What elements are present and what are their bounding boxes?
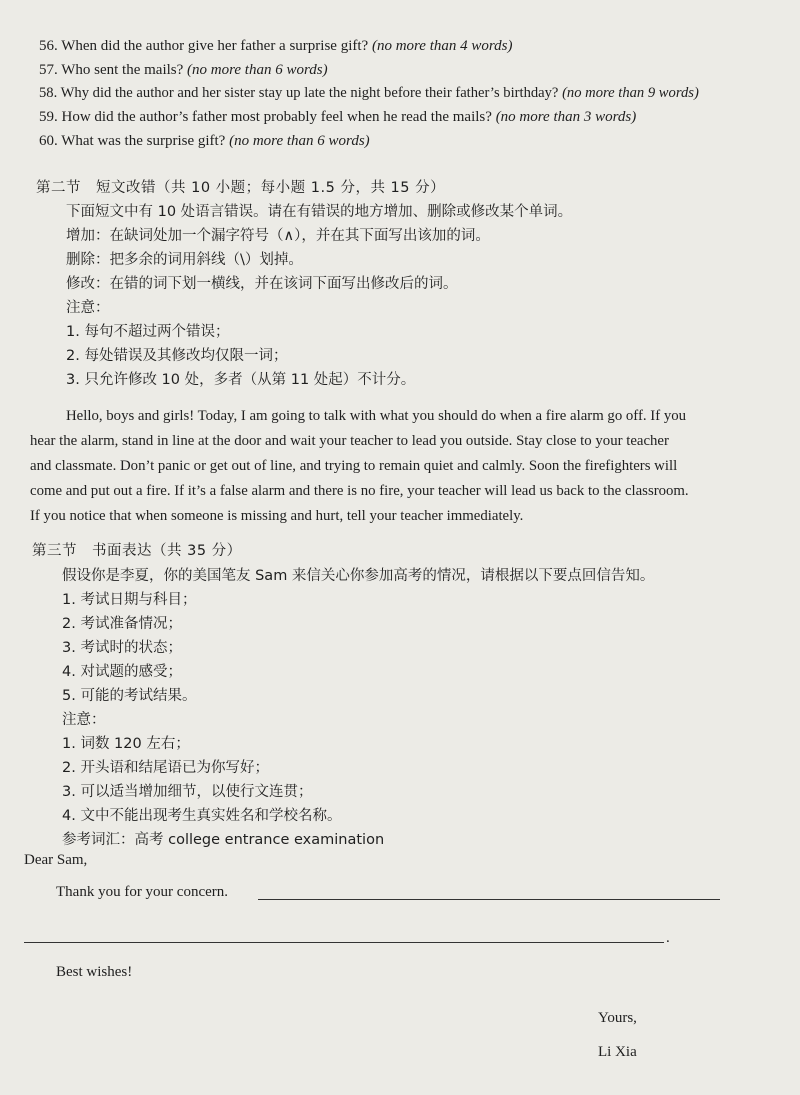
section3-note: 3. 可以适当增加细节，以使行文连贯；: [62, 784, 313, 800]
passage-line: and classmate. Don’t panic or get out of line, and trying to remain quiet and calmly. Soon the firefighters will: [30, 458, 678, 474]
section3-note: 1. 词数 120 左右；: [62, 736, 190, 752]
question-57: 57. Who sent the mails? (no more than 6 words): [39, 62, 328, 78]
letter-signoff: Yours,: [598, 1010, 637, 1026]
section2-heading: 第二节 短文改错（共 10 小题；每小题 1.5 分，共 15 分）: [36, 180, 446, 196]
letter-closing: Best wishes!: [56, 964, 133, 980]
question-59: 59. How did the author’s father most probably feel when he read the mails? (no more than 3 words): [39, 109, 637, 125]
writing-line: [258, 899, 720, 900]
letter-signature-name: Li Xia: [598, 1044, 637, 1060]
section3-note: 4. 文中不能出现考生真实姓名和学校名称。: [62, 808, 342, 824]
section3-point: 2. 考试准备情况；: [62, 616, 182, 632]
question-56: 56. When did the author give her father a surprise gift? (no more than 4 words): [39, 38, 513, 54]
section3-heading: 第三节 书面表达（共 35 分）: [32, 543, 242, 559]
section3-intro: 假设你是李夏，你的美国笔友 Sam 来信关心你参加高考的情况，请根据以下要点回信告知。: [62, 568, 655, 584]
section3-notes-label: 注意：: [62, 712, 106, 728]
section3-point: 1. 考试日期与科目；: [62, 592, 197, 608]
passage-line: come and put out a fire. If it’s a false alarm and there is no fire, your teacher will lead us back to the classroom.: [30, 483, 689, 499]
writing-line: [24, 942, 664, 943]
section3-vocab: 参考词汇：高考 college entrance examination: [62, 832, 385, 848]
section2-instruction: 下面短文中有 10 处语言错误。请在有错误的地方增加、删除或修改某个单词。: [66, 204, 573, 220]
passage-line: Hello, boys and girls! Today, I am going to talk with what you should do when a fire alarm go off. If you: [66, 408, 687, 424]
letter-opening: Thank you for your concern.: [56, 884, 229, 900]
passage-line: hear the alarm, stand in line at the door and wait your teacher to lead you outside. Stay close to your teacher: [30, 433, 669, 449]
section2-note: 3. 只允许修改 10 处，多者（从第 11 处起）不计分。: [66, 372, 416, 388]
passage-line: If you notice that when someone is missing and hurt, tell your teacher immediately.: [30, 508, 524, 524]
section3-point: 3. 考试时的状态；: [62, 640, 182, 656]
section2-note-label: 注意：: [66, 300, 110, 316]
section2-instruction: 增加：在缺词处加一个漏字符号（∧），并在其下面写出该加的词。: [66, 228, 490, 244]
question-58: 58. Why did the author and her sister stay up late the night before their father’s birthday? (no more than 9 words): [39, 85, 699, 101]
section2-note: 1. 每句不超过两个错误；: [66, 324, 230, 340]
letter-salutation: Dear Sam,: [24, 852, 88, 868]
question-60: 60. What was the surprise gift? (no more than 6 words): [39, 133, 370, 149]
section3-point: 4. 对试题的感受；: [62, 664, 182, 680]
section3-point: 5. 可能的考试结果。: [62, 688, 197, 704]
section3-note: 2. 开头语和结尾语已为你写好；: [62, 760, 269, 776]
section2-instruction: 修改：在错的词下划一横线，并在该词下面写出修改后的词。: [66, 276, 458, 292]
writing-line-period: .: [666, 930, 670, 946]
section2-instruction: 删除：把多余的词用斜线（\）划掉。: [66, 252, 303, 268]
section2-note: 2. 每处错误及其修改均仅限一词；: [66, 348, 288, 364]
